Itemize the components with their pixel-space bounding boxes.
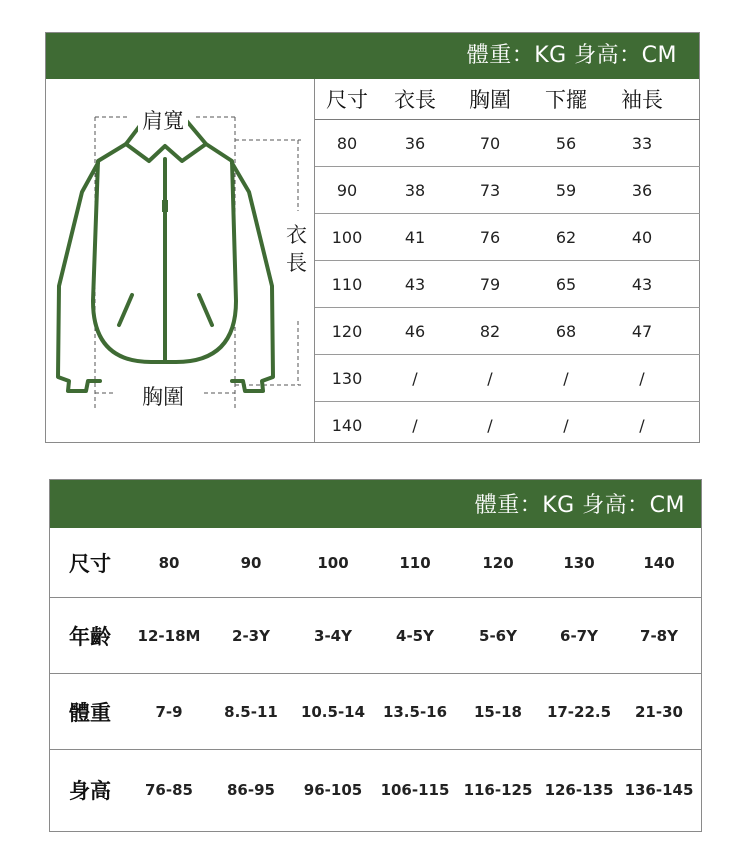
garment-chart-header-bar (46, 33, 699, 79)
table-row (315, 214, 700, 261)
cell: 7-9 (155, 702, 183, 721)
cell-sleeve: 40 (631, 227, 653, 247)
cell: 90 (240, 553, 262, 572)
table-row (315, 120, 700, 167)
row-label: 年齡 (69, 624, 111, 649)
cell-size: 140 (331, 415, 363, 435)
cell: 120 (482, 553, 514, 572)
table-row (315, 308, 700, 355)
body-measure-table (50, 528, 701, 829)
cell-chest: 79 (479, 274, 501, 294)
cell: 2-3Y (232, 626, 270, 645)
cell: 116-125 (463, 780, 533, 799)
cell-size: 110 (331, 274, 363, 294)
cell-chest: 76 (479, 227, 501, 247)
cell: 6-7Y (560, 626, 598, 645)
table-row-height (50, 750, 701, 829)
cell: 5-6Y (479, 626, 517, 645)
cell: 15-18 (474, 702, 522, 721)
garment-measure-table (315, 79, 700, 448)
garment-chart-units: 體重：KG 身高：CM (466, 43, 677, 68)
cell: 126-135 (544, 780, 614, 799)
cell-hem: 62 (555, 227, 577, 247)
cell-hem: 68 (555, 321, 577, 341)
cell-sleeve: 33 (631, 133, 653, 153)
row-label: 體重 (69, 700, 111, 725)
cell-hem: 56 (555, 133, 577, 153)
cell-chest: 73 (479, 180, 501, 200)
row-label: 身高 (69, 778, 111, 803)
cell-length: / (412, 415, 418, 435)
table-row-size (50, 528, 701, 598)
col-size: 尺寸 (326, 88, 368, 112)
table-row (315, 167, 700, 214)
cell-size: 90 (336, 180, 358, 200)
cell-size: 130 (331, 368, 363, 388)
table-row (315, 355, 700, 402)
cell: 13.5-16 (382, 702, 448, 721)
garment-table-header (315, 79, 700, 120)
table-row (315, 261, 700, 308)
cell-sleeve: 43 (631, 274, 653, 294)
body-chart-header-bar (50, 480, 701, 528)
jacket-diagram (46, 79, 314, 443)
cell: 130 (563, 553, 595, 572)
cell: 86-95 (227, 780, 275, 799)
length-label-bottom: 長 (286, 247, 307, 277)
cell: 12-18M (137, 626, 201, 645)
cell-chest: 70 (479, 133, 501, 153)
col-length: 衣長 (394, 88, 436, 112)
cell: 136-145 (624, 780, 694, 799)
cell-length: / (412, 368, 418, 388)
chest-label: 胸圍 (138, 381, 188, 411)
row-label: 尺寸 (69, 551, 111, 576)
cell-hem: / (563, 368, 569, 388)
cell-sleeve: / (639, 415, 645, 435)
cell-size: 100 (331, 227, 363, 247)
cell: 3-4Y (314, 626, 352, 645)
cell: 21-30 (635, 702, 683, 721)
cell: 4-5Y (396, 626, 434, 645)
length-label-top: 衣 (286, 219, 307, 249)
cell-length: 41 (404, 227, 426, 247)
cell-chest: 82 (479, 321, 501, 341)
body-chart-units: 體重：KG 身高：CM (474, 493, 685, 518)
cell-sleeve: 36 (631, 180, 653, 200)
col-sleeve: 袖長 (621, 88, 663, 112)
cell-length: 46 (404, 321, 426, 341)
cell-length: 36 (404, 133, 426, 153)
cell-sleeve: 47 (631, 321, 653, 341)
cell-sleeve: / (639, 368, 645, 388)
cell-hem: 65 (555, 274, 577, 294)
cell: 7-8Y (640, 626, 678, 645)
cell: 106-115 (380, 780, 450, 799)
table-row (315, 402, 700, 448)
table-row-age (50, 598, 701, 674)
col-chest: 胸圍 (469, 88, 511, 112)
cell: 96-105 (303, 780, 363, 799)
cell: 80 (158, 553, 180, 572)
cell: 100 (317, 553, 349, 572)
table-row-weight (50, 674, 701, 750)
cell-chest: / (487, 368, 493, 388)
cell: 110 (399, 553, 431, 572)
cell-length: 38 (404, 180, 426, 200)
shoulder-width-label: 肩寬 (138, 105, 188, 135)
cell-size: 120 (331, 321, 363, 341)
cell-size: 80 (336, 133, 358, 153)
cell: 76-85 (145, 780, 193, 799)
cell-chest: / (487, 415, 493, 435)
size-chart-body (49, 479, 702, 832)
size-chart-garment (45, 32, 700, 443)
cell: 17-22.5 (546, 702, 612, 721)
cell-hem: / (563, 415, 569, 435)
cell-hem: 59 (555, 180, 577, 200)
cell-length: 43 (404, 274, 426, 294)
cell: 140 (643, 553, 675, 572)
cell: 10.5-14 (300, 702, 366, 721)
col-hem: 下擺 (545, 88, 587, 112)
cell: 8.5-11 (224, 702, 278, 721)
